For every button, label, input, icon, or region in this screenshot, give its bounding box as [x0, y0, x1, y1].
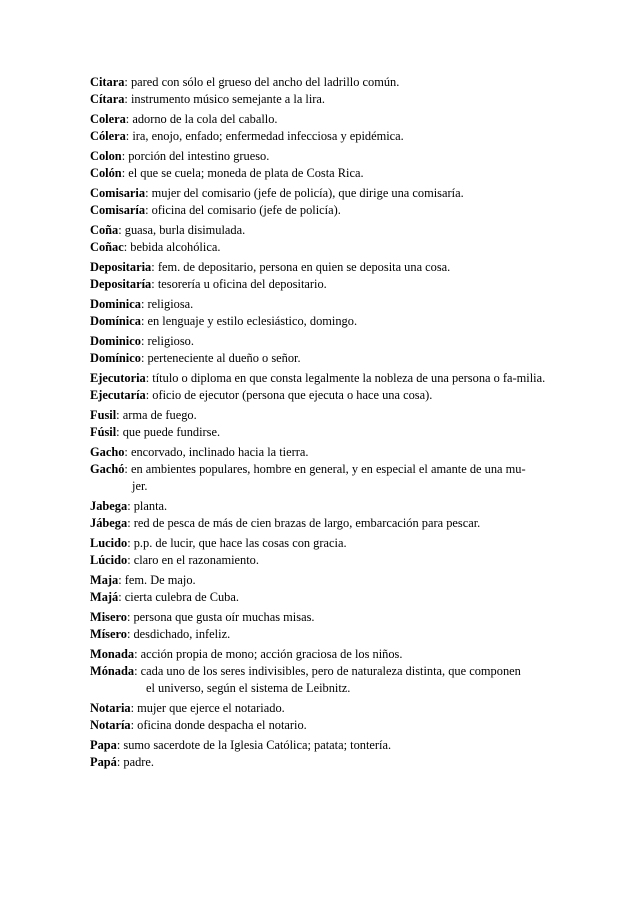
entry-term: Jabega: [90, 499, 128, 513]
entry-group-notaria: [90, 700, 548, 734]
entry-term: Dominica: [90, 297, 141, 311]
entry-term: Cítara: [90, 92, 125, 106]
entry-definition: oficina del comisario (jefe de policía).: [151, 203, 341, 217]
glossary-entry: Colón: el que se cuela; moneda de plata de Costa Rica.: [90, 166, 364, 180]
entry-term: Depositaria: [90, 260, 152, 274]
glossary-entry: Domínica: en lenguaje y estilo eclesiástico, domingo.: [90, 314, 358, 328]
glossary-entry: Gachó: en ambientes populares, hombre en general, y en especial el amante de una mu- jer.: [90, 461, 548, 495]
glossary-entry: Dominica: religiosa.: [90, 297, 194, 311]
entry-term: Coña: [90, 223, 119, 237]
entry-definition: red de pesca de más de cien brazas de largo, embarcación para pescar.: [133, 516, 481, 530]
glossary-entry: Lucido: p.p. de lucir, que hace las cosas con gracia.: [90, 536, 347, 550]
entry-group-colon: [90, 148, 548, 182]
entry-group-citara: [90, 74, 548, 108]
entry-definition: sumo sacerdote de la Iglesia Católica; patata; tontería.: [123, 738, 392, 752]
entry-definition: p.p. de lucir, que hace las cosas con gracia.: [133, 536, 347, 550]
entry-group-gacho: [90, 444, 548, 495]
glossary-entry: Coña: guasa, burla disimulada.: [90, 223, 246, 237]
entry-definition: el que se cuela; moneda de plata de Costa Rica.: [128, 166, 364, 180]
entry-definition: en lenguaje y estilo eclesiástico, domingo.: [147, 314, 358, 328]
glossary-entry: Comisaria: mujer del comisario (jefe de policía), que dirige una comisaría.: [90, 186, 464, 200]
glossary-entry: Papá: padre.: [90, 755, 155, 769]
entry-term: Domínico: [90, 351, 141, 365]
entry-term: Notaría: [90, 718, 131, 732]
glossary-entry: Ejecutaría: oficio de ejecutor (persona que ejecuta o hace una cosa).: [90, 388, 433, 402]
entry-group-colera: [90, 111, 548, 145]
entry-term: Papa: [90, 738, 117, 752]
glossary-entry: Lúcido: claro en el razonamiento.: [90, 553, 259, 567]
entry-term: Gachó: [90, 462, 125, 476]
entry-term: Ejecutaría: [90, 388, 146, 402]
entry-term: Papá: [90, 755, 117, 769]
glossary-entries: [90, 74, 548, 774]
glossary-entry: Dominico: religioso.: [90, 334, 194, 348]
entry-definition: bebida alcohólica.: [130, 240, 221, 254]
glossary-entry: Cítara: instrumento músico semejante a la lira.: [90, 92, 326, 106]
entry-definition: porción del intestino grueso.: [128, 149, 270, 163]
entry-term: Domínica: [90, 314, 141, 328]
entry-term: Mísero: [90, 627, 127, 641]
entry-group-lucido: [90, 535, 548, 569]
entry-term: Lúcido: [90, 553, 128, 567]
entry-term: Ejecutoria: [90, 371, 146, 385]
entry-term: Gacho: [90, 445, 125, 459]
entry-definition: claro en el razonamiento.: [133, 553, 259, 567]
entry-definition: pared con sólo el grueso del ancho del ladrillo común.: [130, 75, 400, 89]
entry-definition-continuation: jer.: [132, 479, 148, 493]
entry-term: Coñac: [90, 240, 124, 254]
glossary-entry: Notaría: oficina donde despacha el notario.: [90, 718, 307, 732]
glossary-entry: Domínico: perteneciente al dueño o señor.: [90, 351, 301, 365]
entry-definition: tesorería u oficina del depositario.: [157, 277, 327, 291]
entry-group-monada: [90, 646, 548, 697]
glossary-entry: Majá: cierta culebra de Cuba.: [90, 590, 239, 604]
glossary-entry: Monada: acción propia de mono; acción graciosa de los niños.: [90, 647, 403, 661]
entry-group-comisaria: [90, 185, 548, 219]
entry-definition: cada uno de los seres indivisibles, pero de naturaleza distinta, que componen: [140, 664, 521, 678]
glossary-entry: Colera: adorno de la cola del caballo.: [90, 112, 278, 126]
entry-definition: padre.: [123, 755, 155, 769]
entry-group-ejecutoria: [90, 370, 548, 404]
entry-term: Colon: [90, 149, 122, 163]
entry-group-dominico: [90, 333, 548, 367]
glossary-entry: Depositaria: fem. de depositario, persona en quien se deposita una cosa.: [90, 260, 451, 274]
entry-definition: encorvado, inclinado hacia la tierra.: [130, 445, 309, 459]
entry-group-misero: [90, 609, 548, 643]
entry-term: Lucido: [90, 536, 128, 550]
entry-definition: que puede fundirse.: [122, 425, 221, 439]
entry-group-cona: [90, 222, 548, 256]
glossary-entry: Cólera: ira, enojo, enfado; enfermedad infecciosa y epidémica.: [90, 129, 404, 143]
glossary-entry: Jábega: red de pesca de más de cien brazas de largo, embarcación para pescar.: [90, 516, 481, 530]
glossary-entry: Mónada: cada uno de los seres indivisibles, pero de naturaleza distinta, que componen el universo, según el sistema de Leibnitz.: [90, 663, 548, 697]
entry-definition: desdichado, infeliz.: [133, 627, 231, 641]
glossary-entry: Coñac: bebida alcohólica.: [90, 240, 221, 254]
entry-definition: oficio de ejecutor (persona que ejecuta o hace una cosa).: [152, 388, 433, 402]
entry-definition: mujer del comisario (jefe de policía), que dirige una comisaría.: [151, 186, 464, 200]
entry-definition: fem. de depositario, persona en quien se deposita una cosa.: [157, 260, 451, 274]
entry-term: Monada: [90, 647, 135, 661]
glossary-entry: Misero: persona que gusta oír muchas misas.: [90, 610, 315, 624]
entry-term: Colón: [90, 166, 122, 180]
entry-definition: título o diploma en que consta legalmente la nobleza de una persona o fa-milia.: [152, 371, 546, 385]
entry-term: Fúsil: [90, 425, 117, 439]
glossary-entry: Maja: fem. De majo.: [90, 573, 196, 587]
entry-definition: oficina donde despacha el notario.: [137, 718, 307, 732]
entry-definition: en ambientes populares, hombre en general, y en especial el amante de una mu-: [130, 462, 526, 476]
entry-definition: arma de fuego.: [122, 408, 197, 422]
glossary-entry: Jabega: planta.: [90, 499, 168, 513]
entry-group-dominica: [90, 296, 548, 330]
entry-group-fusil: [90, 407, 548, 441]
entry-definition: persona que gusta oír muchas misas.: [133, 610, 315, 624]
entry-term: Notaria: [90, 701, 131, 715]
entry-term: Cólera: [90, 129, 126, 143]
entry-term: Maja: [90, 573, 119, 587]
entry-term: Mónada: [90, 664, 135, 678]
entry-term: Depositaría: [90, 277, 152, 291]
glossary-entry: Comisaría: oficina del comisario (jefe de policía).: [90, 203, 341, 217]
glossary-entry: Colon: porción del intestino grueso.: [90, 149, 270, 163]
entry-term: Comisaría: [90, 203, 146, 217]
entry-term: Majá: [90, 590, 119, 604]
glossary-entry: Citara: pared con sólo el grueso del ancho del ladrillo común.: [90, 75, 400, 89]
entry-definition: perteneciente al dueño o señor.: [147, 351, 301, 365]
entry-definition: cierta culebra de Cuba.: [124, 590, 239, 604]
glossary-entry: Depositaría: tesorería u oficina del depositario.: [90, 277, 327, 291]
glossary-entry: Papa: sumo sacerdote de la Iglesia Católica; patata; tontería.: [90, 738, 392, 752]
glossary-entry: Ejecutoria: título o diploma en que consta legalmente la nobleza de una persona o fa-milia.: [90, 371, 546, 385]
entry-group-depositaria: [90, 259, 548, 293]
entry-term: Comisaria: [90, 186, 146, 200]
entry-term: Dominico: [90, 334, 141, 348]
entry-group-papa: [90, 737, 548, 771]
glossary-entry: Fúsil: que puede fundirse.: [90, 425, 221, 439]
entry-definition: guasa, burla disimulada.: [124, 223, 246, 237]
entry-definition: fem. De majo.: [124, 573, 196, 587]
entry-definition-continuation: el universo, según el sistema de Leibnitz.: [146, 681, 351, 695]
glossary-entry: Gacho: encorvado, inclinado hacia la tierra.: [90, 445, 309, 459]
entry-definition: instrumento músico semejante a la lira.: [130, 92, 326, 106]
entry-definition: religiosa.: [147, 297, 194, 311]
entry-definition: acción propia de mono; acción graciosa de los niños.: [140, 647, 403, 661]
entry-definition: mujer que ejerce el notariado.: [137, 701, 285, 715]
entry-definition: ira, enojo, enfado; enfermedad infecciosa y epidémica.: [132, 129, 404, 143]
entry-term: Citara: [90, 75, 125, 89]
entry-definition: adorno de la cola del caballo.: [132, 112, 278, 126]
glossary-entry: Notaria: mujer que ejerce el notariado.: [90, 701, 285, 715]
glossary-entry: Fusil: arma de fuego.: [90, 408, 197, 422]
entry-term: Colera: [90, 112, 126, 126]
entry-definition: religioso.: [147, 334, 194, 348]
glossary-entry: Mísero: desdichado, infeliz.: [90, 627, 231, 641]
entry-group-jabega: [90, 498, 548, 532]
entry-term: Jábega: [90, 516, 128, 530]
entry-term: Misero: [90, 610, 127, 624]
entry-definition: planta.: [133, 499, 168, 513]
entry-group-maja: [90, 572, 548, 606]
entry-term: Fusil: [90, 408, 117, 422]
